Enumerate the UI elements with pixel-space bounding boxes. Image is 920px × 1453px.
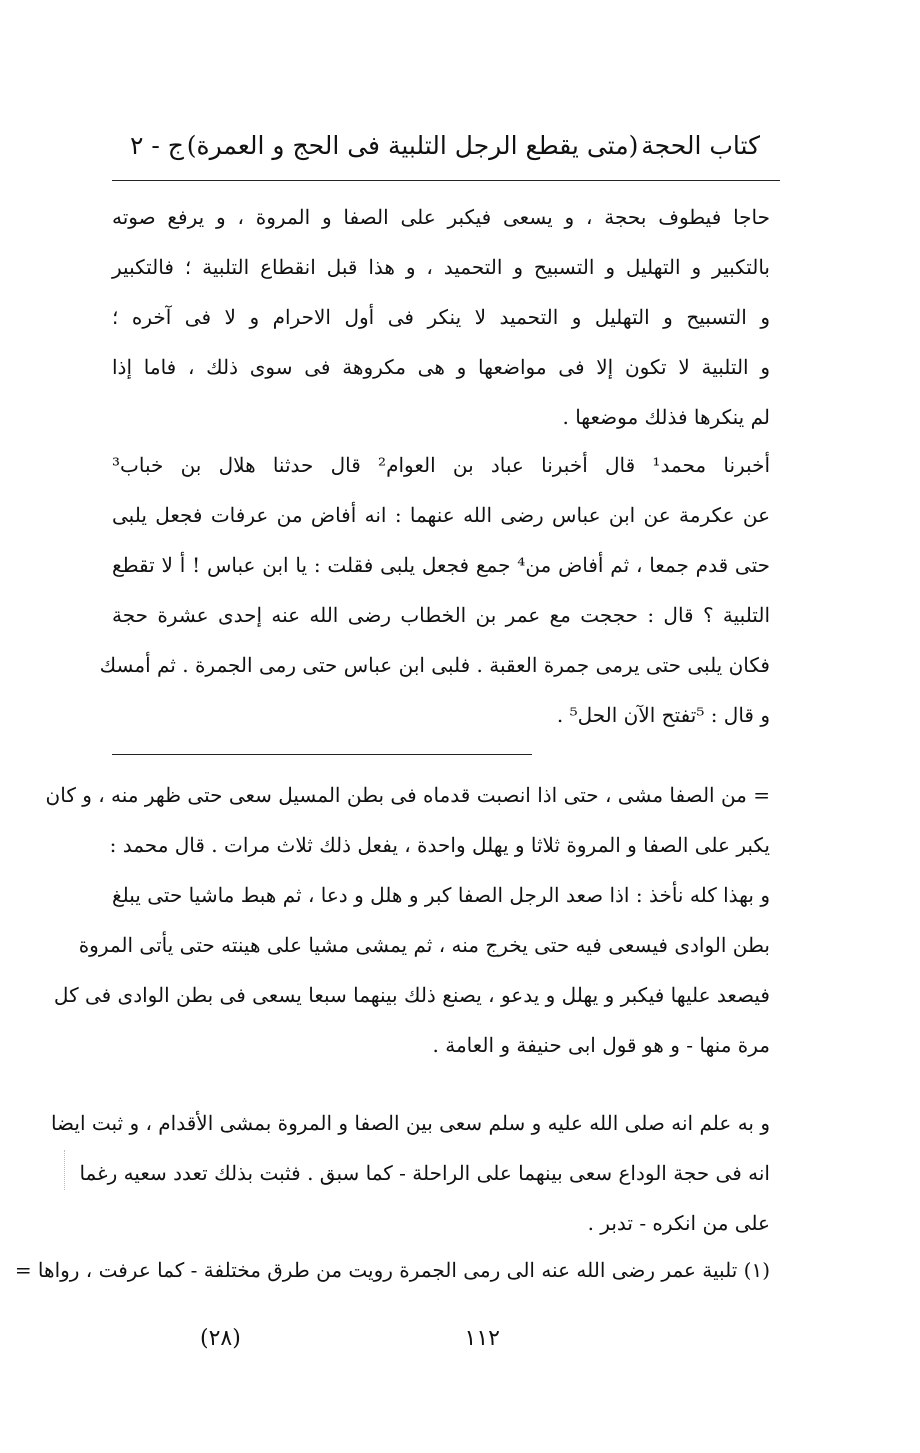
- text-line: لم ينكرها فذلك موضعها .: [562, 405, 770, 429]
- note-line: انه فى حجة الوداع سعى بينهما على الراحلة - كما سبق . فثبت بذلك تعدد سعيه رغما: [79, 1161, 770, 1185]
- text-line: التلبية ؟ قال : حججت مع عمر بن الخطاب رضى الله عنه إحدى عشرة حجة: [112, 603, 770, 627]
- footnote-1: [14, 1245, 770, 1295]
- text-line: حاجا فيطوف بحجة ، و يسعى فيكبر على الصفا و المروة ، و يرفع صوته: [112, 205, 770, 229]
- page-footer: [200, 1318, 500, 1358]
- footnote-line: فيصعد عليها فيكبر و يهلل و يدعو ، يصنع ذلك بينهما سبعا يسعى فى بطن الوادى فى كل: [53, 983, 770, 1007]
- editor-note: [50, 1098, 770, 1248]
- footnote-divider: [112, 754, 532, 755]
- volume-number: ج - ٢: [130, 130, 184, 160]
- text-line: و التلبية لا تكون إلا فى مواضعها و هى مكروهة فى سوى ذلك ، فاما إذا: [112, 355, 770, 379]
- footnote-line: و بهذا كله نأخذ : اذا صعد الرجل الصفا كبر و هلل و دعا ، ثم هبط ماشيا حتى يبلغ: [112, 883, 770, 907]
- note-line: على من انكره - تدبر .: [587, 1211, 770, 1235]
- text-line: عن عكرمة عن ابن عباس رضى الله عنهما : انه أفاض من عرفات فجعل يلبى: [112, 503, 770, 527]
- text-line: فكان يلبى حتى يرمى جمرة العقبة . فلبى ابن عباس حتى رمى الجمرة . ثم أمسك: [99, 653, 770, 677]
- text-line: و قال : ⁵تفتح الآن الحل⁵ .: [556, 703, 770, 727]
- margin-mark: [64, 1150, 73, 1190]
- text-line: بالتكبير و التهليل و التسبيح و التحميد ، و هذا قبل انقطاع التلبية ؛ فالتكبير: [112, 255, 770, 279]
- book-title: كتاب الحجة: [641, 130, 760, 160]
- page-number: ١١٢: [464, 1325, 500, 1351]
- hadith-paragraph: [99, 440, 771, 740]
- running-header: [130, 120, 760, 170]
- text-line: و التسبيح و التهليل و التحميد لا ينكر فى أول الاحرام و لا فى آخره ؛: [112, 305, 770, 329]
- header-divider: [112, 180, 780, 181]
- text-line: حتى قدم جمعا ، ثم أفاض من⁴ جمع فجعل يلبى فقلت : يا ابن عباس ! أ لا تقطع: [112, 553, 770, 577]
- footnote-line: يكبر على الصفا و المروة ثلاثا و يهلل واحدة ، يفعل ذلك ثلاث مرات . قال محمد :: [109, 833, 770, 857]
- text-line: أخبرنا محمد¹ قال أخبرنا عباد بن العوام² قال حدثنا هلال بن خباب³: [112, 453, 771, 477]
- footnote-continuation: [45, 770, 770, 1070]
- footnote-line: مرة منها - و هو قول ابى حنيفة و العامة .: [432, 1033, 770, 1057]
- footnote-line: بطن الوادى فيسعى فيه حتى يخرج منه ، ثم يمشى مشيا على هينته حتى يأتى المروة: [78, 933, 770, 957]
- main-paragraph: [112, 192, 770, 442]
- chapter-title: (متى يقطع الرجل التلبية فى الحج و العمرة): [186, 130, 639, 160]
- note-line: و به علم انه صلى الله عليه و سلم سعى بين الصفا و المروة بمشى الأقدام ، و ثبت ايضا: [50, 1111, 770, 1135]
- signature-mark: (٢٨): [200, 1325, 241, 1351]
- footnote-line: (١) تلبية عمر رضى الله عنه الى رمى الجمرة رويت من طرق مختلفة - كما عرفت ، رواها =: [14, 1258, 770, 1282]
- footnote-line: = من الصفا مشى ، حتى اذا انصبت قدماه فى بطن المسيل سعى حتى ظهر منه ، و كان: [45, 783, 770, 807]
